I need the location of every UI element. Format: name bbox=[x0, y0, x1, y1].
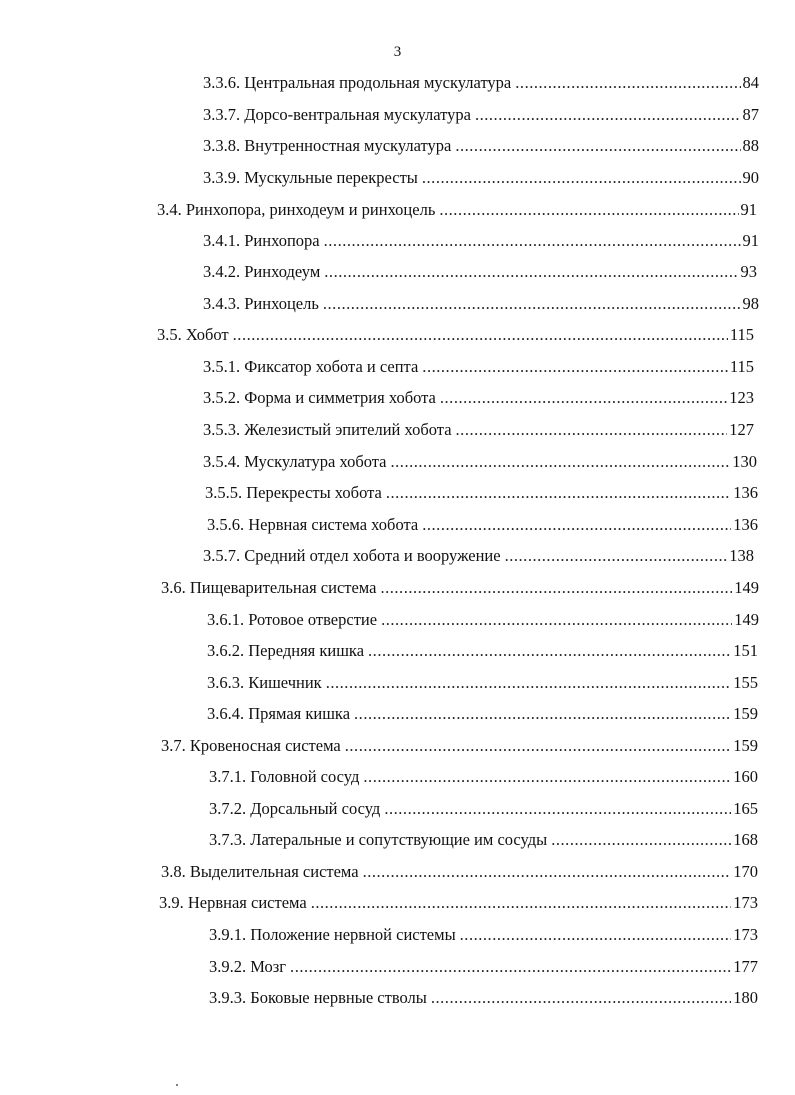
toc-entry: 3.4.3. Ринхоцель . . . 98 bbox=[203, 292, 759, 316]
leader-dots bbox=[439, 198, 738, 222]
toc-entry: 3.5.4. Мускулатура хобота . . . 130 bbox=[203, 450, 757, 474]
toc-entry: 3.5.7. Средний отдел хобота и вооружение . . . 138 bbox=[203, 544, 754, 568]
toc-entry: 3.6.1. Ротовое отверстие . . . 149 bbox=[207, 608, 759, 632]
leader-dots bbox=[381, 608, 732, 632]
toc-entry: 3.5.2. Форма и симметрия хобота . . . 123 bbox=[203, 386, 754, 410]
entry-page: 159 bbox=[733, 736, 758, 755]
toc-entry: 3.7. Кровеносная система . . . 159 bbox=[161, 734, 758, 758]
toc-entry: 3.8. Выделительная система . . . 170 bbox=[161, 860, 758, 884]
toc-entry: 3.9.3. Боковые нервные стволы . . . 180 bbox=[209, 986, 758, 1010]
leader-dots bbox=[311, 891, 732, 915]
toc-entry: 3.5.6. Нервная система хобота . . . 136 bbox=[207, 513, 758, 537]
leader-dots bbox=[505, 544, 728, 568]
entry-page: 123 bbox=[729, 388, 754, 407]
entry-page: 160 bbox=[733, 767, 758, 786]
entry-page: 177 bbox=[733, 957, 758, 976]
entry-page: 90 bbox=[742, 168, 759, 187]
toc-entry: 3.6.3. Кишечник . . . 155 bbox=[207, 671, 758, 695]
leader-dots bbox=[455, 134, 740, 158]
leader-dots bbox=[422, 166, 741, 190]
leader-dots bbox=[363, 860, 732, 884]
leader-dots bbox=[233, 323, 728, 347]
entry-page: 165 bbox=[733, 799, 758, 818]
entry-page: 88 bbox=[742, 136, 759, 155]
scan-speck bbox=[176, 1084, 178, 1086]
toc-entry: 3.5.1. Фиксатор хобота и септа . . . 115 bbox=[203, 355, 754, 379]
entry-page: 180 bbox=[733, 988, 758, 1007]
toc-entry: 3.3.6. Центральная продольная мускулатура . . . 84 bbox=[203, 71, 759, 95]
toc-entry: 3.4.2. Ринходеум . . . 93 bbox=[203, 260, 757, 284]
toc-entry: 3.5. Хобот . . . 115 bbox=[157, 323, 754, 347]
page-number: 3 bbox=[393, 44, 402, 60]
leader-dots bbox=[422, 513, 731, 537]
entry-page: 173 bbox=[733, 925, 758, 944]
leader-dots bbox=[440, 386, 727, 410]
entry-page: 138 bbox=[729, 546, 754, 565]
leader-dots bbox=[515, 71, 740, 95]
entry-page: 91 bbox=[740, 200, 757, 219]
entry-page: 149 bbox=[734, 610, 759, 629]
toc-entry: 3.6.4. Прямая кишка . . . 159 bbox=[207, 702, 758, 726]
leader-dots bbox=[422, 355, 728, 379]
entry-page: 87 bbox=[742, 105, 759, 124]
toc-entry: 3.9.2. Мозг . . . 177 bbox=[209, 955, 758, 979]
toc-entry: 3.3.7. Дорсо-вентральная мускулатура . . . 87 bbox=[203, 103, 759, 127]
toc-entry: 3.5.5. Перекресты хобота . . . 136 bbox=[205, 481, 758, 505]
entry-page: 93 bbox=[740, 262, 757, 281]
leader-dots bbox=[324, 229, 741, 253]
toc-entry: 3.6.2. Передняя кишка . . . 151 bbox=[207, 639, 758, 663]
toc-entry: 3.3.8. Внутренностная мускулатура . . . 88 bbox=[203, 134, 759, 158]
toc-entry: 3.9. Нервная система . . . 173 bbox=[159, 891, 758, 915]
entry-page: 151 bbox=[733, 641, 758, 660]
toc-entry: 3.9.1. Положение нервной системы . . . 173 bbox=[209, 923, 758, 947]
entry-page: 136 bbox=[733, 515, 758, 534]
entry-page: 98 bbox=[742, 294, 759, 313]
entry-page: 159 bbox=[733, 704, 758, 723]
leader-dots bbox=[354, 702, 731, 726]
leader-dots bbox=[363, 765, 731, 789]
leader-dots bbox=[384, 797, 731, 821]
toc-entry: 3.7.2. Дорсальный сосуд . . . 165 bbox=[209, 797, 758, 821]
leader-dots bbox=[431, 986, 731, 1010]
leader-dots bbox=[391, 450, 731, 474]
entry-page: 168 bbox=[733, 830, 758, 849]
leader-dots bbox=[324, 260, 738, 284]
entry-page: 130 bbox=[732, 452, 757, 471]
toc-entry: 3.7.1. Головной сосуд . . . 160 bbox=[209, 765, 758, 789]
toc-entry: 3.7.3. Латеральные и сопутствующие им сосуды . . . 168 bbox=[209, 828, 758, 852]
toc-entry: 3.3.9. Мускульные перекресты . . . 90 bbox=[203, 166, 759, 190]
leader-dots bbox=[386, 481, 731, 505]
toc-entry: 3.4. Ринхопора, ринходеум и ринхоцель . . . 91 bbox=[157, 198, 757, 222]
entry-page: 149 bbox=[734, 578, 759, 597]
entry-page: 136 bbox=[733, 483, 758, 502]
leader-dots bbox=[456, 418, 728, 442]
entry-page: 173 bbox=[733, 893, 758, 912]
entry-page: 155 bbox=[733, 673, 758, 692]
leader-dots bbox=[326, 671, 732, 695]
leader-dots bbox=[380, 576, 732, 600]
leader-dots bbox=[368, 639, 731, 663]
leader-dots bbox=[323, 292, 741, 316]
leader-dots bbox=[475, 103, 741, 127]
leader-dots bbox=[551, 828, 731, 852]
toc-entry: 3.6. Пищеварительная система . . . 149 bbox=[161, 576, 759, 600]
entry-page: 91 bbox=[742, 231, 759, 250]
entry-page: 115 bbox=[729, 325, 754, 344]
leader-dots bbox=[460, 923, 732, 947]
entry-page: 84 bbox=[742, 73, 759, 92]
toc-entry: 3.4.1. Ринхопора . . . 91 bbox=[203, 229, 759, 253]
entry-page: 127 bbox=[729, 420, 754, 439]
toc-entry: 3.5.3. Железистый эпителий хобота . . . 127 bbox=[203, 418, 754, 442]
leader-dots bbox=[290, 955, 731, 979]
entry-page: 170 bbox=[733, 862, 758, 881]
leader-dots bbox=[345, 734, 732, 758]
entry-page: 115 bbox=[729, 357, 754, 376]
